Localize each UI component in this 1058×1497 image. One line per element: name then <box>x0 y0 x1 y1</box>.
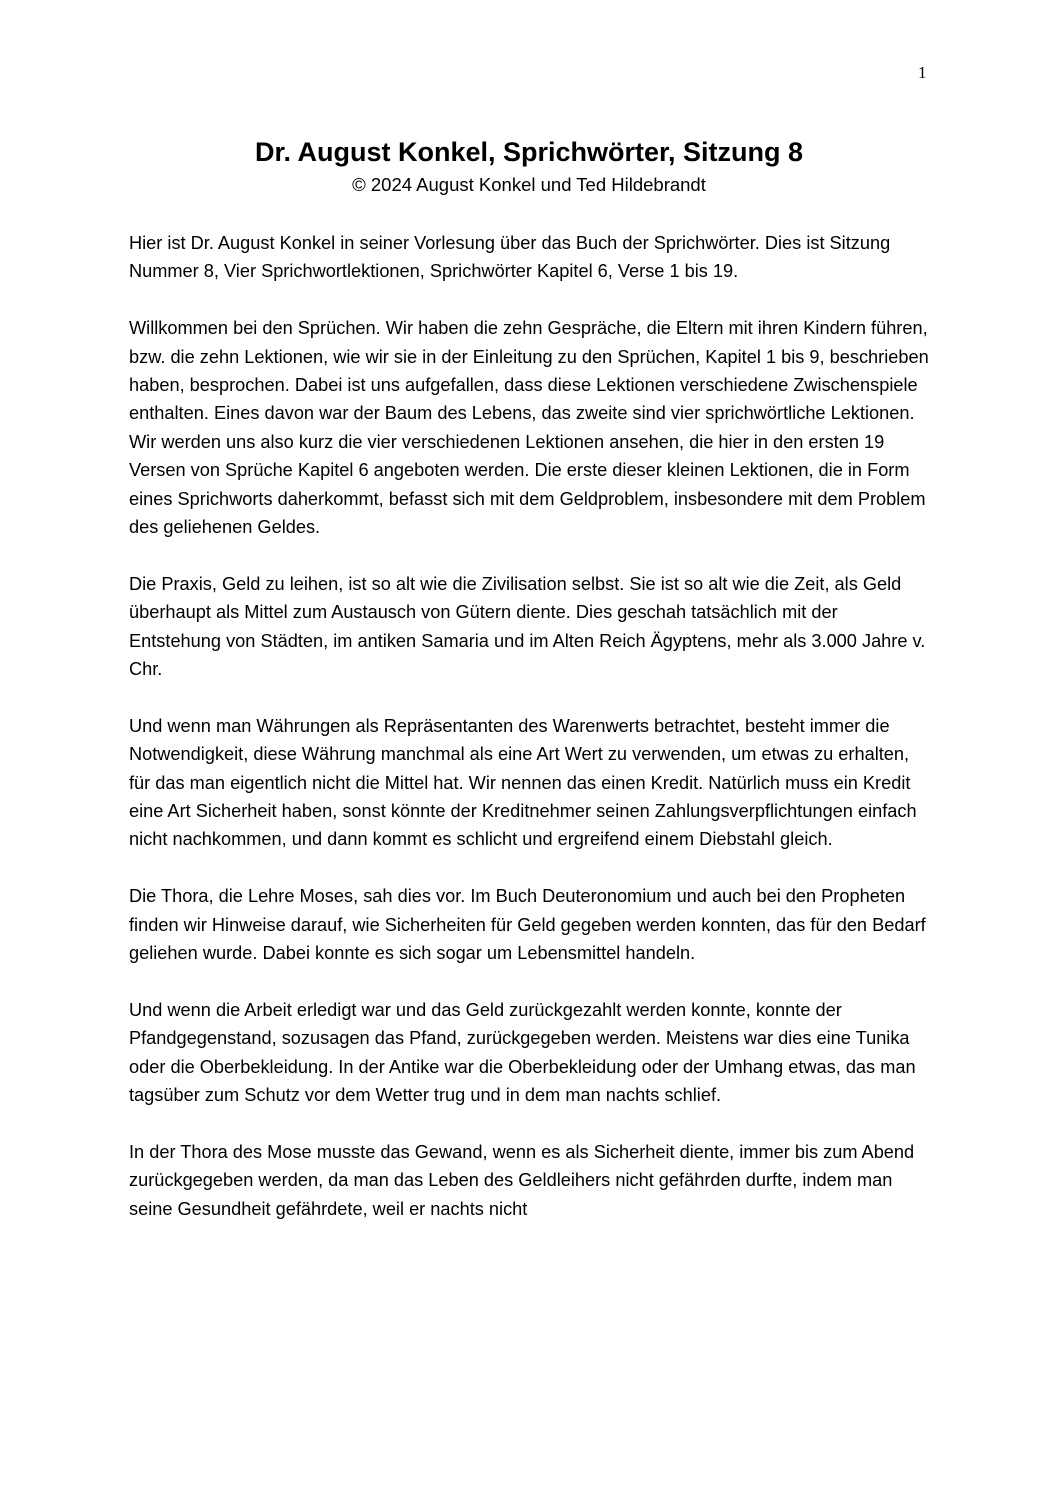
paragraph: In der Thora des Mose musste das Gewand, wenn es als Sicherheit diente, immer bis zum Abend zurückgegeben werden, da man das Leben des Geldleihers nicht gefährden durfte, indem man seine Gesundheit gefährdete, weil er nachts nicht <box>129 1141 915 1219</box>
paragraph: Und wenn man Währungen als Repräsentanten des Warenwerts betrachtet, besteht immer die Notwendigkeit, diese Währung manchmal als eine Art Wert zu verwenden, um etwas zu erhalten, für das man eigentlich nicht die Mittel hat. Wir nennen das einen Kredit. Natürlich muss ein Kredit eine Art Sicherheit haben, sonst könnte der Kreditnehmer seinen Zahlungsverpflichtungen einfach nicht nachkommen, und dann kommt es schlicht und ergreifend einem Diebstahl gleich. <box>129 715 917 850</box>
paragraph: Hier ist Dr. August Konkel in seiner Vorlesung über das Buch der Sprichwörter. Dies ist Sitzung Nummer 8, Vier Sprichwortlektionen, Sprichwörter Kapitel 6, Verse 1 bis 19. <box>129 233 891 282</box>
paragraph: Und wenn die Arbeit erledigt war und das Geld zurückgezahlt werden konnte, konnte der Pfandgegenstand, sozusagen das Pfand, zurückgegeben werden. Meistens war dies eine Tunika oder die Oberbekleidung. In der Antike war die Oberbekleidung oder der Umhang etwas, das man tagsüber zum Schutz vor dem Wetter trug und in dem man nachts schlief. <box>129 999 916 1106</box>
copyright-line: © 2024 August Konkel und Ted Hildebrandt <box>352 174 706 195</box>
paragraph: Die Thora, die Lehre Moses, sah dies vor. Im Buch Deuteronomium und auch bei den Propheten finden wir Hinweise darauf, wie Sicherheiten für Geld gegeben werden konnten, das für den Bedarf geliehen wurde. Dabei konnte es sich sogar um Lebensmittel handeln. <box>129 886 926 964</box>
document-body <box>129 229 934 1252</box>
document-title: Dr. August Konkel, Sprichwörter, Sitzung 8 <box>254 137 804 167</box>
paragraph: Willkommen bei den Sprüchen. Wir haben die zehn Gespräche, die Eltern mit ihren Kindern führen, bzw. die zehn Lektionen, wie wir sie in der Einleitung zu den Sprüchen, Kapitel 1 bis 9, beschrieben haben, besprochen. Dabei ist uns aufgefallen, dass diese Lektionen verschiedene Zwischenspiele enthalten. Eines davon war der Baum des Lebens, das zweite sind vier sprichwörtliche Lektionen. Wir werden uns also kurz die vier verschiedenen Lektionen ansehen, die hier in den ersten 19 Versen von Sprüche Kapitel 6 angeboten werden. Die erste dieser kleinen Lektionen, die in Form eines Sprichworts daherkommt, befasst sich mit dem Geldproblem, insbesondere mit dem Problem des geliehenen Geldes. <box>129 318 929 538</box>
page-number: 1 <box>918 63 927 82</box>
document-header <box>0 134 1058 197</box>
paragraph: Die Praxis, Geld zu leihen, ist so alt wie die Zivilisation selbst. Sie ist so alt wie die Zeit, als Geld überhaupt als Mittel zum Austausch von Gütern diente. Dies geschah tatsächlich mit der Entstehung von Städten, im antiken Samaria und im Alten Reich Ägyptens, mehr als 3.000 Jahre v. Chr. <box>129 573 926 680</box>
